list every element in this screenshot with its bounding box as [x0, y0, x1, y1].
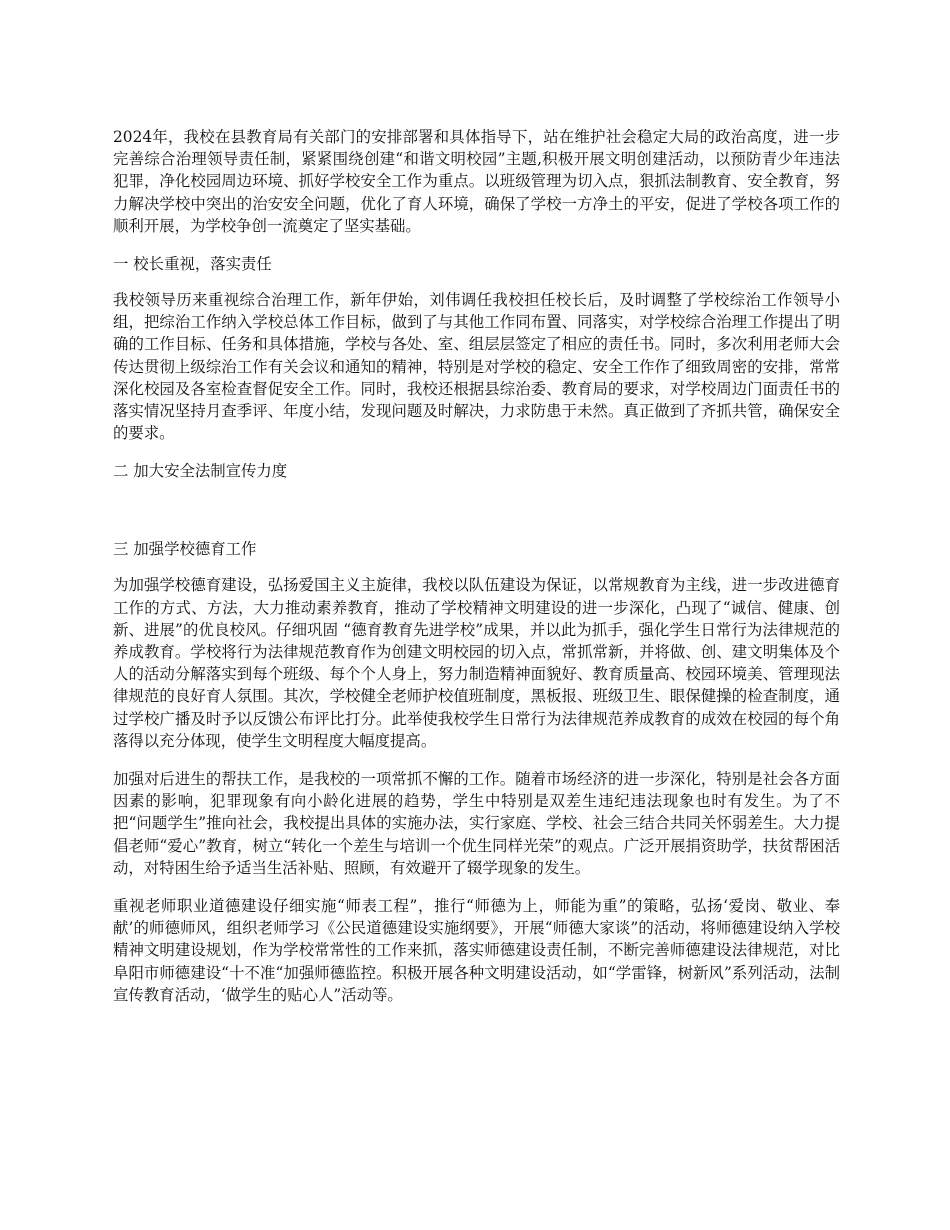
section-3-paragraph-1: 为加强学校德育建设，弘扬爱国主义主旋律，我校以队伍建设为保证，以常规教育为主线，进一步改进德育工作的方式、方法，大力推动素养教育，推动了学校精神文明建设的进一步深化，凸现了“诚信、健康、创新、进展”的优良校风。仔细巩固 “德育教育先进学校”成果，并以此为抓手，强化学生日常行为法律规范的养成教育。学校将行为法律规范教育作为创建文明校园的切入点，常抓常新，并将做、创、建文明集体及个人的活动分解落实到每个班级、每个个人身上，努力制造精神面貌好、教育质量高、校园环境美、管理现法律规范的良好育人氛围。其次，学校健全老师护校值班制度，黑板报、班级卫生、眼保健操的检查制度，通过学校广播及时予以反馈公布评比打分。此举使我校学生日常行为法律规范养成教育的成效在校园的每个角落得以充分体现，使学生文明程度大幅度提高。 [113, 576, 840, 750]
section-1-paragraph: 我校领导历来重视综合治理工作，新年伊始，刘伟调任我校担任校长后，及时调整了学校综治工作领导小组，把综治工作纳入学校总体工作目标，做到了与其他工作同布置、同落实，对学校综合治理工作提出了明确的工作目标、任务和具体措施，学校与各处、室、组层层签定了相应的责任书。同时，多次利用老师大会传达贯彻上级综治工作有关会议和通知的精神，特别是对学校的稳定、安全工作作了细致周密的安排，常常深化校园及各室检查督促安全工作。同时，我校还根据县综治委、教育局的要求，对学校周边门面责任书的落实情况坚持月查季评、年度小结，发现问题及时解决，力求防患于未然。真正做到了齐抓共管，确保安全的要求。 [113, 291, 840, 443]
document-body [113, 126, 840, 1006]
section-3-heading: 三 加强学校德育工作 [113, 540, 257, 559]
section-3-paragraph-2: 加强对后进生的帮扶工作，是我校的一项常抓不懈的工作。随着市场经济的进一步深化，特别是社会各方面因素的影响，犯罪现象有向小龄化进展的趋势，学生中特别是双差生违纪违法现象也时有发生。为了不把“问题学生”推向社会，我校提出具体的实施办法，实行家庭、学校、社会三结合共同关怀弱差生。大力提倡老师“爱心”教育，树立“转化一个差生与培训一个优生同样光荣”的观点。广泛开展捐资助学，扶贫帮困活动，对特困生给予适当生活补贴、照顾，有效避开了辍学现象的发生。 [113, 770, 840, 877]
intro-paragraph: 2024年，我校在县教育局有关部门的安排部署和具体指导下，站在维护社会稳定大局的政治高度，进一步完善综合治理领导责任制，紧紧围绕创建“和谐文明校园”主题,积极开展文明创建活动，以预防青少年违法犯罪，净化校园周边环境、抓好学校安全工作为重点。以班级管理为切入点，狠抓法制教育、安全教育，努力解决学校中突出的治安安全问题，优化了育人环境，确保了学校一方净土的平安，促进了学校各项工作的顺利开展，为学校争创一流奠定了坚实基础。 [113, 128, 840, 235]
section-2-heading: 二 加大安全法制宣传力度 [113, 462, 288, 481]
section-1-heading: 一 校长重视，落实责任 [113, 255, 272, 274]
section-3-paragraph-3: 重视老师职业道德建设仔细实施“师表工程”，推行“师德为上，师能为重”的策略，弘扬‘爱岗、敬业、奉献’的师德师风，组织老师学习《公民道德建设实施纲要》，开展“师德大家谈”的活动，将师德建设纳入学校精神文明建设规划，作为学校常常性的工作来抓，落实师德建设责任制，不断完善师德建设法律规范，对比阜阳市师德建设“十不准“加强师德监控。积极开展各种文明建设活动，如“学雷锋，树新风”系列活动，法制宣传教育活动，‘做学生的贴心人”活动等。 [113, 897, 840, 1004]
